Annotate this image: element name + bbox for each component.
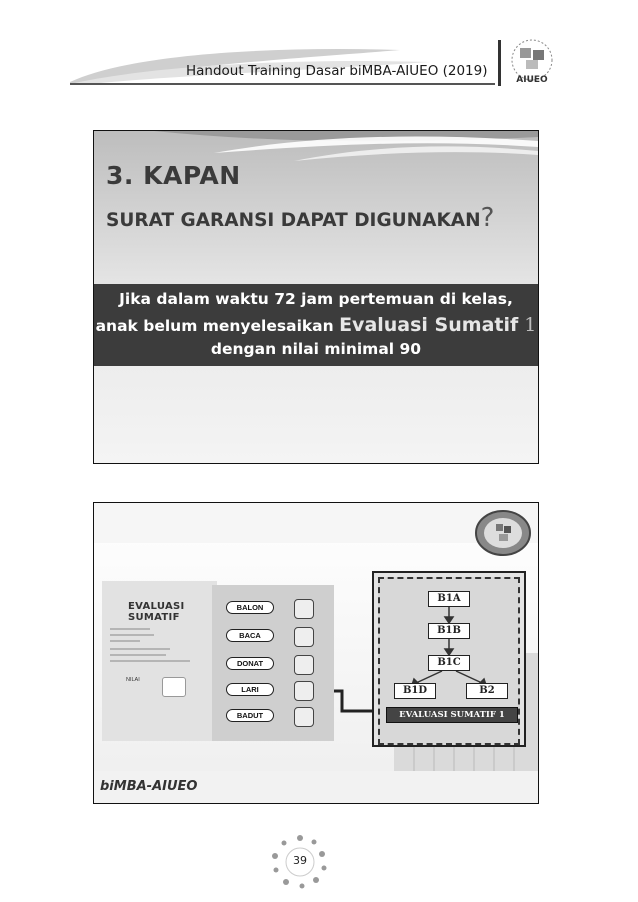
- slide-evaluasi: [93, 502, 539, 804]
- evaluasi-sumatif-1-bar: EVALUASI SUMATIF 1: [386, 707, 518, 723]
- clown-icon: [294, 707, 314, 727]
- word-balon: BALON: [226, 601, 274, 614]
- band-line-2a: anak belum menyelesaikan: [95, 317, 340, 335]
- evaluasi-doc-title: EVALUASI SUMATIF: [128, 601, 185, 623]
- slide1-question-mark: ?: [480, 203, 495, 233]
- slide2-footer-logo: biMBA-AIUEO: [100, 779, 198, 794]
- header-title: Handout Training Dasar biMBA-AIUEO (2019): [186, 63, 488, 79]
- level-flow-box: [372, 571, 526, 747]
- evaluasi-sumatif-document: [102, 581, 217, 741]
- word-donat: DONAT: [226, 657, 274, 670]
- logo-text: AIUEO: [516, 75, 548, 85]
- word-matching-panel: [212, 585, 334, 741]
- node-b1a: B1A: [428, 591, 470, 607]
- header-divider: [498, 40, 501, 86]
- nilai-label: NILAI: [126, 677, 140, 683]
- slide1-title-text: SURAT GARANSI DAPAT DIGUNAKAN: [106, 210, 481, 231]
- slide1-dark-band: [94, 284, 538, 366]
- bimba-seal-icon: [474, 509, 532, 557]
- node-b1d: B1D: [394, 683, 436, 699]
- word-badut: BADUT: [226, 709, 274, 722]
- band-line-1: Jika dalam waktu 72 jam pertemuan di kelas,: [119, 290, 513, 308]
- node-b1b: B1B: [428, 623, 470, 639]
- donut-icon: [294, 655, 314, 675]
- level-flow-inner: [378, 577, 520, 745]
- band-line-2: [94, 314, 538, 336]
- band-evaluasi-sumatif: Evaluasi Sumatif: [339, 314, 519, 336]
- node-b2: B2: [466, 683, 508, 699]
- node-b1c: B1C: [428, 655, 470, 671]
- band-line-3: dengan nilai minimal 90: [210, 340, 422, 358]
- word-lari: LARI: [226, 683, 274, 696]
- band-number: 1: [518, 314, 537, 336]
- slide1-title-line2: [106, 203, 494, 233]
- header-rule: [70, 83, 495, 85]
- document-form-lines: [110, 625, 210, 665]
- nilai-box: [162, 677, 186, 697]
- running-icon: [294, 681, 314, 701]
- page-number: 39: [293, 854, 307, 867]
- reading-child-icon: [294, 627, 314, 647]
- word-baca: BACA: [226, 629, 274, 642]
- balloon-icon: [294, 599, 314, 619]
- slide-kapan: [93, 130, 539, 464]
- slide1-title-line1: 3. KAPAN: [106, 161, 241, 190]
- bimba-logo-icon: [506, 38, 558, 86]
